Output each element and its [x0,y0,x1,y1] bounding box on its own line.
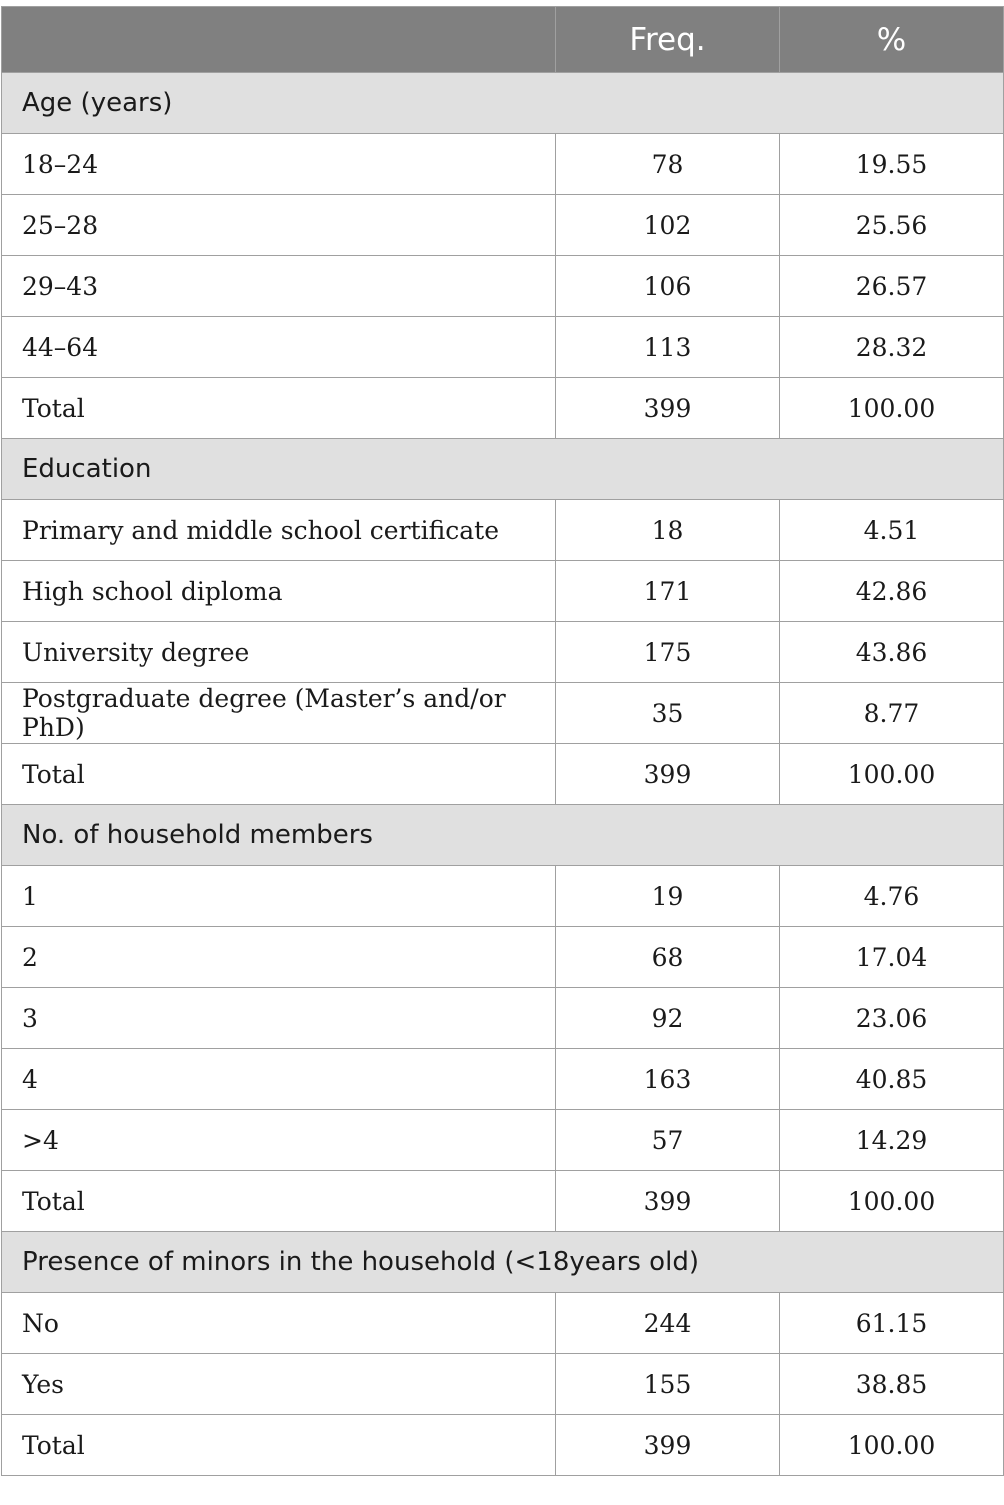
row-freq: 68 [556,927,780,988]
section-title: No. of household members [2,805,1004,866]
section-header-row [2,805,1004,866]
row-label: Total [2,1415,556,1476]
row-freq: 171 [556,561,780,622]
row-freq: 399 [556,378,780,439]
table-body [2,73,1004,1476]
table-row [2,256,1004,317]
section-header-row [2,439,1004,500]
row-freq: 35 [556,683,780,744]
row-percent: 25.56 [780,195,1004,256]
row-label: 25–28 [2,195,556,256]
row-percent: 100.00 [780,1171,1004,1232]
row-freq: 244 [556,1293,780,1354]
row-label: >4 [2,1110,556,1171]
table-row [2,561,1004,622]
table-row [2,500,1004,561]
section-title: Presence of minors in the household (<18years old) [2,1232,1004,1293]
row-label: Postgraduate degree (Master’s and/or PhD) [2,683,556,744]
row-freq: 18 [556,500,780,561]
row-freq: 102 [556,195,780,256]
row-label: 3 [2,988,556,1049]
row-label: Total [2,378,556,439]
row-percent: 42.86 [780,561,1004,622]
row-freq: 78 [556,134,780,195]
table-row [2,988,1004,1049]
header-freq: Freq. [556,7,780,73]
row-label: 1 [2,866,556,927]
row-percent: 4.51 [780,500,1004,561]
row-freq: 399 [556,1171,780,1232]
section-title: Age (years) [2,73,1004,134]
row-label: Primary and middle school certificate [2,500,556,561]
table-row [2,1049,1004,1110]
table-row [2,744,1004,805]
row-label: Total [2,1171,556,1232]
header-percent: % [780,7,1004,73]
section-title: Education [2,439,1004,500]
row-label: Yes [2,1354,556,1415]
table-row [2,317,1004,378]
row-percent: 4.76 [780,866,1004,927]
row-percent: 26.57 [780,256,1004,317]
row-percent: 8.77 [780,683,1004,744]
section-header-row [2,73,1004,134]
row-label: 4 [2,1049,556,1110]
table-header [2,7,1004,73]
row-percent: 14.29 [780,1110,1004,1171]
row-freq: 57 [556,1110,780,1171]
row-label: Total [2,744,556,805]
row-label: High school diploma [2,561,556,622]
row-label: 18–24 [2,134,556,195]
table-row [2,378,1004,439]
row-freq: 19 [556,866,780,927]
table-row [2,866,1004,927]
table-row [2,622,1004,683]
row-freq: 163 [556,1049,780,1110]
header-row [2,7,1004,73]
row-percent: 17.04 [780,927,1004,988]
table-row [2,1354,1004,1415]
row-freq: 155 [556,1354,780,1415]
row-percent: 100.00 [780,1415,1004,1476]
row-freq: 175 [556,622,780,683]
table-row [2,683,1004,744]
row-percent: 28.32 [780,317,1004,378]
row-label: 29–43 [2,256,556,317]
row-percent: 38.85 [780,1354,1004,1415]
section-header-row [2,1232,1004,1293]
header-label-cell [2,7,556,73]
row-freq: 106 [556,256,780,317]
row-percent: 100.00 [780,744,1004,805]
table-row [2,1415,1004,1476]
row-percent: 43.86 [780,622,1004,683]
row-label: 2 [2,927,556,988]
row-freq: 399 [556,1415,780,1476]
table-row [2,134,1004,195]
row-percent: 100.00 [780,378,1004,439]
table-row [2,195,1004,256]
row-percent: 19.55 [780,134,1004,195]
table-row [2,1110,1004,1171]
table-row [2,927,1004,988]
row-percent: 40.85 [780,1049,1004,1110]
row-label: University degree [2,622,556,683]
demographics-table [1,6,1004,1476]
row-percent: 61.15 [780,1293,1004,1354]
row-freq: 113 [556,317,780,378]
row-label: No [2,1293,556,1354]
row-percent: 23.06 [780,988,1004,1049]
row-freq: 399 [556,744,780,805]
table-row [2,1171,1004,1232]
row-label: 44–64 [2,317,556,378]
table-row [2,1293,1004,1354]
row-freq: 92 [556,988,780,1049]
